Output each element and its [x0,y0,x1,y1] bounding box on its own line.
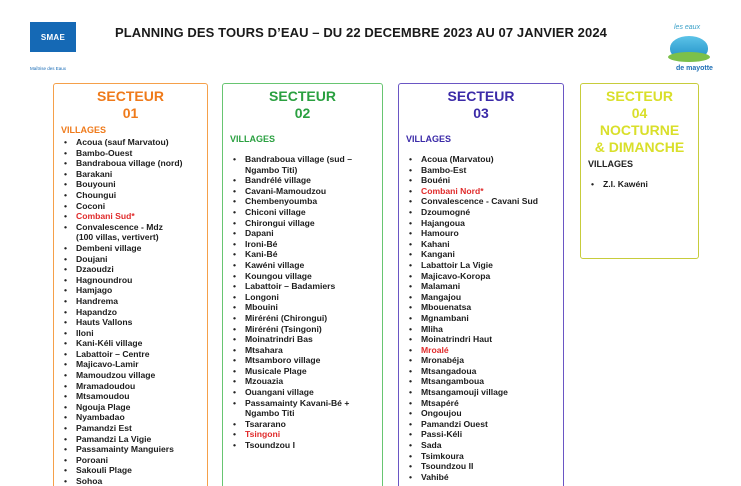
village-item: • Ouangani village [233,387,382,398]
villages-label: VILLAGES [406,134,452,144]
village-item: • Mtsangamboua [409,376,563,387]
village-item: • Passi-Kéli [409,429,563,440]
village-item: • Hagnoundrou [64,275,207,286]
village-item: • Bandraboua village (sud – Ngambo Titi) [233,154,382,175]
village-item: • Mtsamoudou [64,391,207,402]
village-item: • Ironi-Bé [233,239,382,250]
page-title: PLANNING DES TOURS D’EAU – DU 22 DECEMBRE 2023 AU 07 JANVIER 2024 [115,25,607,40]
village-item: • Bouéni [409,175,563,186]
village-item: • Kawéni village [233,260,382,271]
village-item: • Mbouini [233,302,382,313]
village-item: • Majicavo-Koropa [409,271,563,282]
village-item: • Tsingoni [233,429,382,440]
village-item: • Mangajou [409,292,563,303]
sector-title: SECTEUR [447,88,515,104]
village-item: • Mzouazia [233,376,382,387]
village-item: • Malamani [409,281,563,292]
village-item: • Sada [409,440,563,451]
village-item: • Musicale Plage [233,366,382,377]
village-item: • Coconi [64,201,207,212]
village-item: • Nyambadao [64,412,207,423]
village-item: • Convalescence - Mdz (100 villas, vertivert) [64,222,207,243]
village-item: • Chiconi village [233,207,382,218]
villages-label: VILLAGES [230,134,276,144]
eaux-de-mayotte-logo [664,18,716,72]
village-item: • Ngouja Plage [64,402,207,413]
village-item: • Longoni [233,292,382,303]
village-item: • Tsoundzou I [233,440,382,451]
village-item: • Kani-Bé [233,249,382,260]
sector-title: SECTEUR [269,88,336,104]
village-item: • Mtsamboro village [233,355,382,366]
village-item: • Passamainty Manguiers [64,444,207,455]
village-item: • Labattoir – Badamiers [233,281,382,292]
village-item: • Miréréni (Chirongui) [233,313,382,324]
village-item: • Hamouro [409,228,563,239]
village-item: • Bambo-Ouest [64,148,207,159]
village-item: • Bambo-Est [409,165,563,176]
logo-text-bottom: de mayotte [676,65,713,72]
island-wave-icon [668,52,710,62]
village-item: • Acoua (Marvatou) [409,154,563,165]
village-item: • Pamandzi Est [64,423,207,434]
village-item: • Passamainty Kavani-Bé + Ngambo Titi [233,398,382,419]
sector-02-heading [223,84,382,122]
smae-logo-mark: SMAE [30,22,76,52]
village-item: • Tsararano [233,419,382,430]
villages-label: VILLAGES [588,159,634,169]
village-item: • Hajangoua [409,218,563,229]
village-item: • Dzoumogné [409,207,563,218]
village-item: • Hapandzo [64,307,207,318]
village-item: • Kahani [409,239,563,250]
village-item: • Dzaoudzi [64,264,207,275]
village-item: • Tsimkoura [409,451,563,462]
sector-04-column [580,83,699,259]
sector-number: 01 [122,105,139,121]
village-item: • Barakani [64,169,207,180]
sector-number: 02 [294,105,311,121]
village-item: • Mtsapéré [409,398,563,409]
village-item: • Mamoudzou village [64,370,207,381]
village-item: • Bandrélé village [233,175,382,186]
sector-01-heading [54,84,207,122]
village-item: • Labattoir La Vigie [409,260,563,271]
village-item: • Dembeni village [64,243,207,254]
village-item: • Hauts Vallons [64,317,207,328]
village-item: • Combani Nord* [409,186,563,197]
village-item: • Cavani-Mamoudzou [233,186,382,197]
village-item: • Chirongui village [233,218,382,229]
village-item: • Mroalé [409,345,563,356]
village-item: • Moinatrindri Bas [233,334,382,345]
village-item: • Mgnambani [409,313,563,324]
village-item: • Choungui [64,190,207,201]
village-list [54,137,207,486]
sector-02-column [222,83,383,486]
village-item: • Ongoujou [409,408,563,419]
village-item: • Tsoundzou II [409,461,563,472]
village-item: • Sakouli Plage [64,465,207,476]
village-item: • Miréréni (Tsingoni) [233,324,382,335]
sector-title: SECTEUR [606,88,673,104]
village-item: • Pamandzi La Vigie [64,434,207,445]
sector-number: 04 [631,105,648,121]
village-item: • Sohoa [64,476,207,486]
village-item: • Convalescence - Cavani Sud [409,196,563,207]
villages-label: VILLAGES [61,125,107,135]
village-item: • Z.I. Kawéni [591,179,698,190]
sector-04-heading [581,84,698,156]
village-item: • Mtsangamouji village [409,387,563,398]
logo-text-top: les eaux [674,24,701,31]
sector-number: 03 [473,105,489,121]
village-item: • Handrema [64,296,207,307]
village-list [581,179,698,190]
sector-03-column [398,83,564,486]
sector-title: SECTEUR [97,88,164,104]
smae-logo [30,22,80,74]
smae-logo-tagline: Maîtrise des Eaux [30,66,67,71]
village-item: • Hamjago [64,285,207,296]
village-item: • Bouyouni [64,179,207,190]
village-item: • Kangani [409,249,563,260]
village-item: • Mramadoudou [64,381,207,392]
village-item: • Koungou village [233,271,382,282]
village-item: • Combani Sud* [64,211,207,222]
village-item: • Chembenyoumba [233,196,382,207]
sector-subtitle-nocturne: NOCTURNE [599,122,680,138]
village-item: • Bandraboua village (nord) [64,158,207,169]
village-item: • Mbouenatsa [409,302,563,313]
village-item: • Doujani [64,254,207,265]
sector-subtitle-dimanche: & DIMANCHE [594,139,685,155]
sector-03-heading [399,84,563,122]
village-item: • Labattoir – Centre [64,349,207,360]
village-list [223,154,382,451]
village-item: • Mliha [409,324,563,335]
village-item: • Kani-Kéli village [64,338,207,349]
village-list [399,154,563,482]
village-item: • Mtsangadoua [409,366,563,377]
sector-01-column [53,83,208,486]
village-item: • Dapani [233,228,382,239]
village-item: • Acoua (sauf Marvatou) [64,137,207,148]
village-item: • Majicavo-Lamir [64,359,207,370]
village-item: • Poroani [64,455,207,466]
village-item: • Pamandzi Ouest [409,419,563,430]
village-item: • Moinatrindri Haut [409,334,563,345]
village-item: • Vahibé [409,472,563,483]
village-item: • Mtsahara [233,345,382,356]
village-item: • Iloni [64,328,207,339]
village-item: • Mronabéja [409,355,563,366]
